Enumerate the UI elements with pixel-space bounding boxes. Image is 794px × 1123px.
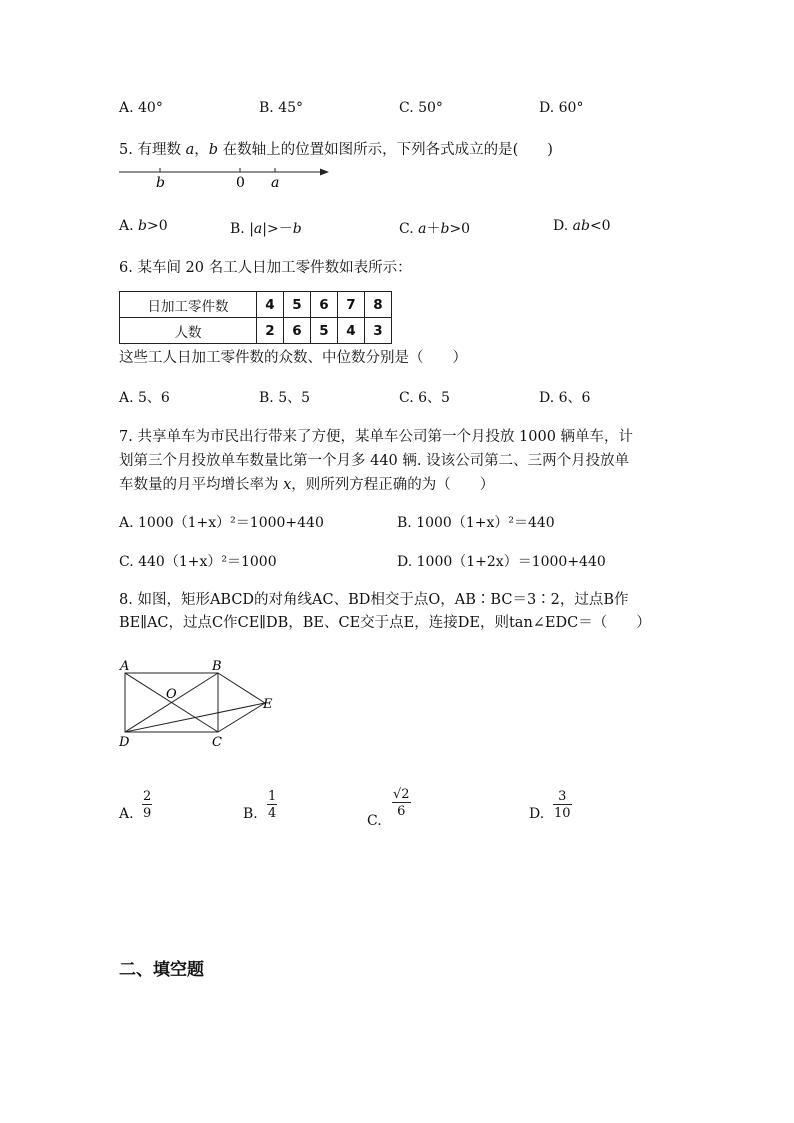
table-header-workers: 人数 <box>120 318 257 344</box>
q8-option-c-fraction <box>392 788 411 818</box>
q6-stem: 6. 某车间 20 名工人日加工零件数如表所示： <box>119 260 412 276</box>
point-label-e: E <box>263 697 273 712</box>
q8-line-1: 8. 如图，矩形ABCD的对角线AC、BD相交于点O，AB∶BC＝3∶2，过点B作 <box>119 592 629 608</box>
table-cell: 4 <box>257 292 284 318</box>
table-header-parts: 日加工零件数 <box>120 292 257 318</box>
q6-option-c: C. 6、5 <box>399 390 450 406</box>
table-row <box>120 318 392 344</box>
point-label-d: D <box>119 735 130 750</box>
q8-option-a-label: A. <box>119 806 134 822</box>
q7-line-3-suffix: ，则所列方程正确的为（ ） <box>291 477 495 493</box>
q5-option-b <box>230 218 302 238</box>
segment-de <box>125 703 265 732</box>
q6-option-a: A. 5、6 <box>119 390 170 406</box>
q5-option-a-rest: >0 <box>146 218 168 234</box>
q5-option-c <box>399 218 470 238</box>
q8-option-d-denominator: 10 <box>554 806 571 821</box>
q5-var-b: b <box>208 142 219 158</box>
section-title-fill-in: 二、填空题 <box>119 960 204 980</box>
q5-option-c-rest: >0 <box>449 221 471 237</box>
point-label-o: O <box>166 687 177 702</box>
table-row <box>120 292 392 318</box>
q7-var-x: x <box>283 477 292 493</box>
q5-option-d-var: ab <box>572 218 590 234</box>
table-cell: 3 <box>365 318 392 344</box>
axis-label-b: b <box>156 175 165 191</box>
q5-option-b-pre: | <box>249 221 254 237</box>
q8-option-a-denominator: 9 <box>143 806 152 821</box>
point-label-b: B <box>212 659 222 674</box>
q5-option-c-label: C. <box>399 221 419 237</box>
q6-option-b: B. 5、5 <box>259 390 311 406</box>
q4-option-b: B. 45° <box>259 100 304 116</box>
q6-question: 这些工人日加工零件数的众数、中位数分别是（ ） <box>119 350 467 366</box>
q8-option-a-numerator: 2 <box>143 789 152 804</box>
table-cell: 2 <box>257 318 284 344</box>
q5-stem-suffix: 在数轴上的位置如图所示，下列各式成立的是( ) <box>218 142 553 158</box>
axis-label-zero: 0 <box>236 175 245 191</box>
q8-option-b-label: B. <box>243 806 258 822</box>
q5-option-a <box>119 218 168 234</box>
table-cell: 5 <box>284 292 311 318</box>
q8-option-d-fraction <box>553 790 572 820</box>
q8-option-c-label: C. <box>367 813 382 829</box>
table-cell: 6 <box>284 318 311 344</box>
q4-option-c: C. 50° <box>399 100 443 116</box>
axis-label-a: a <box>271 175 280 191</box>
q8-option-d-label: D. <box>529 806 545 822</box>
q5-option-b-label: B. <box>230 221 250 237</box>
q7-option-d: D. 1000（1+2x）＝1000+440 <box>397 554 606 570</box>
q7-line-2: 划第三个月投放单车数量比第一个月多 440 辆. 设该公司第二、三两个月投放单 <box>119 453 630 469</box>
segment-ce <box>218 703 265 732</box>
point-label-c: C <box>212 735 222 750</box>
q5-var-a: a <box>185 142 195 158</box>
q8-option-c-numerator: √2 <box>393 787 410 802</box>
q5-option-a-label: A. <box>119 218 139 234</box>
rectangle-figure <box>115 655 285 750</box>
q7-option-b: B. 1000（1+x）²＝440 <box>397 515 555 531</box>
q5-stem <box>119 138 553 159</box>
segment-be <box>218 673 265 703</box>
q5-option-d <box>553 218 611 234</box>
q6-table <box>119 291 392 344</box>
q8-option-a-fraction <box>142 790 152 820</box>
q5-option-c-mid: ＋ <box>426 221 441 237</box>
q5-option-c-var: a <box>418 221 427 237</box>
number-line-arrow <box>320 169 329 176</box>
q5-option-b-rest: |>－ <box>262 221 293 237</box>
q7-option-c: C. 440（1+x）²＝1000 <box>119 554 277 570</box>
table-cell: 6 <box>311 292 338 318</box>
q4-option-a: A. 40° <box>119 100 163 116</box>
q8-option-b-denominator: 4 <box>268 806 277 821</box>
point-label-a: A <box>120 659 130 674</box>
q8-option-d-numerator: 3 <box>553 790 572 805</box>
q5-option-c-var2: b <box>440 221 450 237</box>
table-cell: 8 <box>365 292 392 318</box>
q8-option-b-fraction <box>267 790 277 820</box>
q7-line-1: 7. 共享单车为市民出行带来了方便，某单车公司第一个月投放 1000 辆单车，计 <box>119 429 634 445</box>
table-cell: 5 <box>311 318 338 344</box>
q5-option-b-var: a <box>253 221 263 237</box>
q6-option-d: D. 6、6 <box>539 390 591 406</box>
q5-option-d-label: D. <box>553 218 573 234</box>
table-cell: 4 <box>338 318 365 344</box>
q8-option-b-numerator: 1 <box>268 789 277 804</box>
q4-option-d: D. 60° <box>539 100 584 116</box>
q5-sep: ， <box>194 142 209 158</box>
table-cell: 7 <box>338 292 365 318</box>
q5-stem-prefix: 5. 有理数 <box>119 142 186 158</box>
q7-line-3 <box>119 473 494 494</box>
q5-option-d-rest: <0 <box>589 218 611 234</box>
q8-option-c-denominator: 6 <box>397 804 406 819</box>
q7-option-a: A. 1000（1+x）²＝1000+440 <box>119 515 324 531</box>
q8-line-2: BE∥AC，过点C作CE∥DB，BE、CE交于点E，连接DE，则tan∠EDC＝（ ） <box>119 615 651 631</box>
number-line-figure <box>115 160 335 192</box>
q5-option-b-var2: b <box>292 221 302 237</box>
q7-line-3-prefix: 车数量的月平均增长率为 <box>119 477 284 493</box>
q5-option-a-var: b <box>138 218 147 234</box>
